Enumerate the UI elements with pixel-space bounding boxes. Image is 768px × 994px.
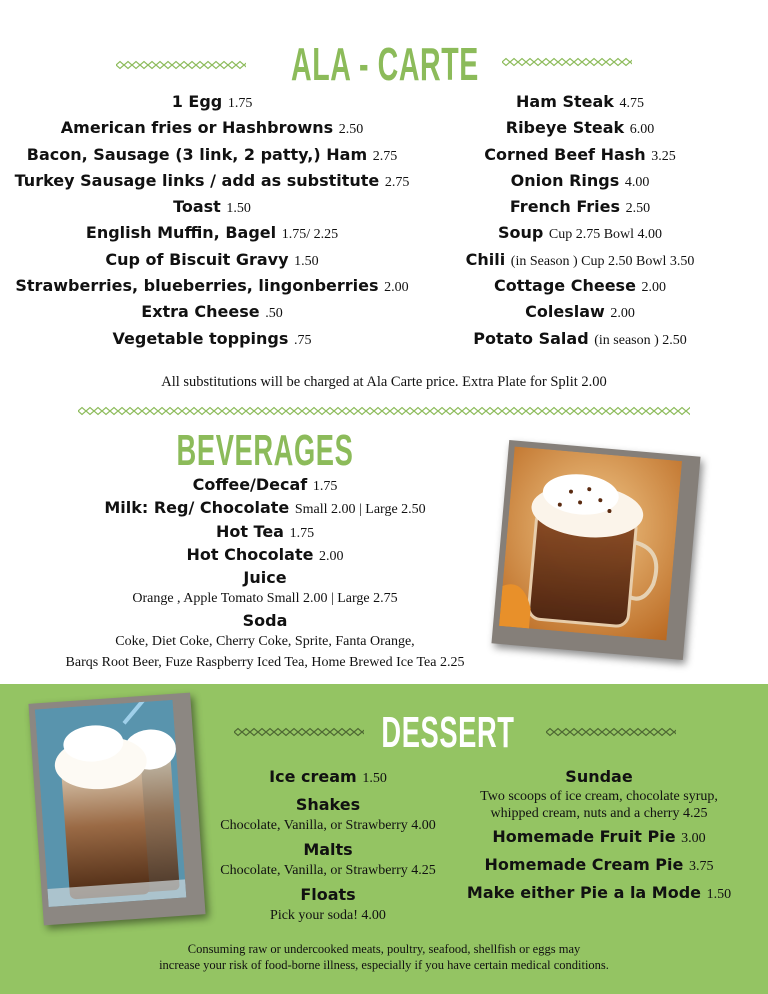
dessert-cream-pie: [460, 852, 738, 880]
item-price: 2.00: [384, 280, 409, 296]
ala-carte-left-column: [0, 89, 424, 352]
beverage-hot-chocolate: [30, 544, 500, 567]
item-name: Make either Pie a la Mode: [466, 883, 702, 902]
item-name: Extra Cheese: [141, 302, 260, 322]
beverages-heading: BEVERAGES: [176, 426, 354, 475]
item-price: 1.50: [706, 887, 732, 902]
item-name: Ice cream: [269, 767, 357, 786]
deco-divider-dessert-left: [234, 727, 364, 737]
item-price: 1.75: [312, 479, 338, 494]
item-price: .75: [293, 332, 312, 348]
item-price: 2.50: [338, 122, 364, 138]
item-name: Ham Steak: [516, 92, 614, 111]
beverage-coffee: [30, 474, 500, 497]
sundae-description-line2: whipped cream, nuts and a cherry 4.25: [490, 806, 708, 821]
menu-item: [0, 168, 424, 194]
deco-divider-right: [502, 57, 632, 67]
substitution-note: All substitutions will be charged at Ala Carte price. Extra Plate for Split 2.00: [161, 374, 607, 390]
item-name: Coleslaw: [525, 302, 605, 322]
hot-chocolate-image: [499, 447, 682, 641]
item-price: 1.50: [294, 253, 319, 269]
ala-carte-right-column: [412, 89, 748, 352]
menu-item: [412, 220, 748, 246]
item-price: 1.50: [362, 771, 387, 786]
item-name: Onion Rings: [510, 170, 620, 190]
menu-item: [412, 326, 748, 352]
deco-divider-full: [78, 406, 690, 416]
item-price: (in season ) 2.50: [594, 332, 687, 348]
item-price: 1.75: [289, 525, 315, 541]
menu-item: [412, 194, 748, 220]
dessert-shakes: Shakes: [295, 794, 361, 814]
item-name: Homemade Cream Pie: [484, 855, 684, 874]
menu-item: [412, 247, 748, 273]
item-price: Cup 2.75 Bowl 4.00: [548, 227, 663, 243]
item-price: .50: [265, 306, 283, 322]
menu-item: [412, 273, 748, 299]
float-image: [35, 700, 186, 907]
shakes-description: Chocolate, Vanilla, or Strawberry 4.00: [220, 818, 436, 833]
item-price: 4.00: [624, 174, 650, 190]
malts-description: Chocolate, Vanilla, or Strawberry 4.25: [220, 863, 436, 878]
item-price: 1.50: [226, 201, 251, 217]
item-name: French Fries: [509, 197, 621, 217]
beverage-hot-tea: [30, 521, 500, 544]
item-price: 4.75: [619, 96, 644, 111]
item-price: 3.25: [651, 148, 676, 164]
juice-description: Orange , Apple Tomato Small 2.00 | Large 2.75: [132, 591, 398, 607]
item-name: American fries or Hashbrowns: [60, 118, 334, 138]
dessert-right-column: [460, 766, 738, 908]
menu-item: [412, 89, 748, 115]
soda-description-line1: Coke, Diet Coke, Cherry Coke, Sprite, Fanta Orange,: [115, 634, 415, 650]
item-price: 1.75: [227, 96, 253, 111]
deco-divider-dessert-right: [546, 727, 676, 737]
beverage-milk: [30, 497, 500, 520]
menu-item: [0, 142, 424, 168]
hot-chocolate-photo: [491, 440, 700, 660]
menu-item: [412, 115, 748, 141]
item-price: 3.00: [681, 831, 706, 846]
menu-item: [0, 115, 424, 141]
ala-carte-heading: ALA - CARTE: [291, 38, 479, 90]
item-name: Hot Tea: [215, 521, 284, 541]
food-safety-warning-line2: increase your risk of food-borne illness, especially if you have certain medical conditions.: [159, 958, 609, 972]
beverage-soda: Soda: [242, 610, 288, 630]
item-name: Turkey Sausage links / add as substitute: [14, 170, 380, 190]
item-name: English Muffin, Bagel: [85, 223, 277, 243]
item-price: 6.00: [629, 122, 655, 138]
dessert-heading: DESSERT: [381, 708, 515, 757]
sundae-description-line1: Two scoops of ice cream, chocolate syrup,: [480, 789, 718, 804]
item-price: 2.75: [372, 148, 398, 164]
item-name: Coffee/Decaf: [192, 475, 308, 494]
item-price: 3.75: [688, 859, 714, 874]
item-price: 2.75: [384, 174, 410, 190]
item-name: Milk: Reg/ Chocolate: [104, 498, 290, 518]
item-name: Soup: [497, 223, 544, 243]
item-name: Chili: [465, 249, 506, 269]
menu-item: [412, 299, 748, 325]
menu-item: [0, 247, 424, 273]
menu-item: [0, 299, 424, 325]
dessert-sundae: Sundae: [565, 767, 633, 786]
menu-item: [0, 194, 424, 220]
menu-item: [0, 273, 424, 299]
item-name: Ribeye Steak: [505, 118, 625, 138]
item-name: Bacon, Sausage (3 link, 2 patty,) Ham: [26, 144, 368, 164]
item-name: 1 Egg: [171, 92, 223, 111]
item-price: 2.00: [641, 280, 666, 296]
dessert-malts: Malts: [303, 839, 353, 859]
item-name: Cup of Biscuit Gravy: [105, 249, 289, 269]
item-name: Cottage Cheese: [494, 276, 636, 296]
float-photo: [28, 693, 205, 926]
item-name: Potato Salad: [473, 328, 589, 348]
dessert-pie-a-la-mode: [460, 880, 738, 908]
item-name: Vegetable toppings: [112, 328, 289, 348]
item-price: 1.75/ 2.25: [281, 227, 339, 243]
item-name: Toast: [173, 197, 221, 217]
beverages-list: [30, 474, 500, 674]
menu-item: [412, 168, 748, 194]
item-price: (in Season ) Cup 2.50 Bowl 3.50: [510, 253, 695, 269]
floats-description: Pick your soda! 4.00: [270, 908, 386, 923]
dessert-left-column: [200, 766, 456, 927]
item-price: Small 2.00 | Large 2.50: [294, 502, 426, 518]
item-name: Hot Chocolate: [186, 544, 314, 564]
soda-description-line2: Barqs Root Beer, Fuze Raspberry Iced Tea, Home Brewed Ice Tea 2.25: [65, 655, 465, 671]
menu-item: [412, 142, 748, 168]
item-price: 2.00: [319, 548, 344, 564]
beverage-juice: Juice: [243, 568, 287, 588]
menu-item: [0, 89, 424, 115]
item-price: 2.50: [625, 201, 651, 217]
menu-item: [0, 220, 424, 246]
dessert-ice-cream: [200, 766, 456, 790]
item-price: 2.00: [610, 306, 635, 322]
dessert-fruit-pie: [460, 824, 738, 852]
menu-item: [0, 326, 424, 352]
item-name: Corned Beef Hash: [484, 144, 646, 164]
item-name: Strawberries, blueberries, lingonberries: [15, 276, 379, 296]
food-safety-warning-line1: Consuming raw or undercooked meats, poultry, seafood, shellfish or eggs may: [187, 942, 581, 956]
dessert-floats: Floats: [300, 884, 356, 904]
item-name: Homemade Fruit Pie: [492, 827, 676, 846]
deco-divider-left: [116, 60, 246, 70]
